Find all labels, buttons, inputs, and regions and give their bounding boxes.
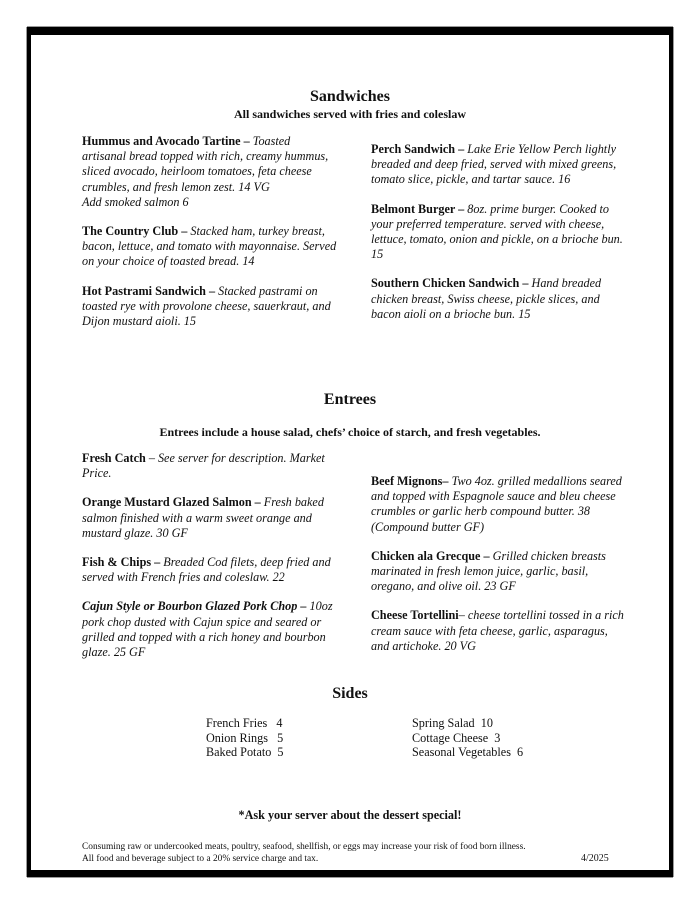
- menu-item-perch-sandwich: [371, 142, 626, 188]
- menu-item-hot-pastrami: [82, 284, 337, 330]
- side-item: Cottage Cheese 3: [412, 730, 501, 745]
- menu-item-cheese-tortellini: [371, 608, 626, 654]
- menu-item-hummus-avocado-tartine: [82, 134, 337, 210]
- item-description: Breaded Cod filets, deep fried and served with French fries and coleslaw. 22: [82, 555, 331, 585]
- entrees-left-column: [82, 451, 337, 674]
- entrees-title: Entrees: [323, 391, 377, 408]
- menu-date: 4/2025: [581, 853, 609, 864]
- side-item: Baked Potato 5: [206, 745, 284, 760]
- item-name: The Country Club –: [82, 224, 191, 239]
- entrees-right-column: [371, 474, 626, 668]
- menu-item-beef-mignons: [371, 474, 626, 535]
- item-name: Hot Pastrami Sandwich –: [82, 283, 219, 298]
- sides-right-list: [412, 716, 523, 760]
- item-description: Stacked pastrami on toasted rye with provolone cheese, sauerkraut, and Dijon mustard aioli. 15: [82, 283, 331, 329]
- side-item: Onion Rings 5: [206, 730, 284, 745]
- item-name: Cajun Style or Bourbon Glazed Pork Chop –: [82, 599, 307, 614]
- item-addon: Add smoked salmon 6: [82, 194, 189, 209]
- sandwiches-left-column: [82, 134, 337, 343]
- item-description: 8oz. prime burger. Cooked to your preferred temperature. served with cheese, lettuce, tomato, onion and pickle, on a brioche bun. 15: [371, 201, 623, 262]
- item-name: Fish & Chips –: [82, 555, 164, 570]
- item-name: Belmont Burger –: [371, 201, 468, 216]
- sides-left-list: [206, 716, 284, 760]
- menu-item-belmont-burger: [371, 202, 626, 263]
- sandwiches-title: Sandwiches: [309, 88, 391, 105]
- sandwiches-subtitle: All sandwiches served with fries and coleslaw: [234, 107, 466, 121]
- sides-title: Sides: [332, 685, 368, 702]
- item-name: Fresh Catch: [82, 451, 146, 465]
- item-name: Southern Chicken Sandwich –: [371, 276, 532, 291]
- menu-item-southern-chicken-sandwich: [371, 276, 626, 322]
- item-description: Toasted artisanal bread topped with rich, creamy hummus, sliced avocado, heirloom tomatoes, feta cheese crumbles, and fresh lemon zest. 14 VG: [82, 134, 329, 194]
- service-charge-note: All food and beverage subject to a 20% service charge and tax.: [82, 854, 319, 865]
- side-item: French Fries 4: [206, 716, 283, 730]
- dessert-special-note: *Ask your server about the dessert special!: [238, 808, 462, 822]
- item-description: – See server for description. Market Price.: [82, 451, 325, 481]
- food-safety-warning: Consuming raw or undercooked meats, poultry, seafood, shellfish, or eggs may increase your risk of food born illness.: [82, 842, 526, 852]
- item-description: Fresh baked salmon finished with a warm sweet orange and mustard glaze. 30 GF: [82, 495, 324, 540]
- item-name: Cheese Tortellini: [371, 608, 459, 623]
- footer-disclaimer: [82, 841, 526, 866]
- item-description: 10oz pork chop dusted with Cajun spice and seared or grilled and topped with a rich honey and bourbon glaze. 25 GF: [82, 599, 333, 660]
- item-name: Chicken ala Grecque –: [371, 548, 493, 563]
- item-description: Stacked ham, turkey breast, bacon, lettuce, and tomato with mayonnaise. Served on your choice of toasted bread. 14: [82, 224, 337, 269]
- menu-item-orange-mustard-salmon: [82, 495, 337, 541]
- item-description: Hand breaded chicken breast, Swiss cheese, pickle slices, and bacon aioli on a brioche bun. 15: [371, 276, 602, 321]
- menu-item-pork-chop: [82, 599, 337, 660]
- item-description: – cheese tortellini tossed in a rich cream sauce with feta cheese, garlic, asparagus, and artichoke. 20 VG: [371, 608, 624, 653]
- side-item: Spring Salad 10: [412, 716, 493, 730]
- menu-item-fresh-catch: [82, 451, 337, 481]
- side-item: Seasonal Vegetables 6: [412, 745, 524, 760]
- sandwiches-right-column: [371, 142, 626, 336]
- item-note: (Compound butter GF): [371, 519, 485, 534]
- item-name: Hummus and Avocado Tartine –: [82, 134, 253, 148]
- item-description: Lake Erie Yellow Perch lightly breaded and deep fried, served with mixed greens, tomato slice, pickle, and tartar sauce. 16: [371, 142, 617, 187]
- menu-item-fish-and-chips: [82, 555, 337, 585]
- item-description: Grilled chicken breasts marinated in fresh lemon juice, garlic, basil, oregano, and olive oil. 23 GF: [371, 548, 606, 594]
- item-name: Perch Sandwich –: [371, 142, 468, 156]
- item-name: Orange Mustard Glazed Salmon –: [82, 495, 264, 510]
- item-name: Beef Mignons–: [371, 474, 452, 488]
- menu-item-chicken-ala-grecque: [371, 549, 626, 595]
- item-description: Two 4oz. grilled medallions seared and topped with Espagnole sauce and bleu cheese crumbles or garlic herb compound butter. 38: [371, 474, 622, 519]
- entrees-subtitle: Entrees include a house salad, chefs’ choice of starch, and fresh vegetables.: [159, 425, 541, 439]
- menu-item-country-club: [82, 224, 337, 270]
